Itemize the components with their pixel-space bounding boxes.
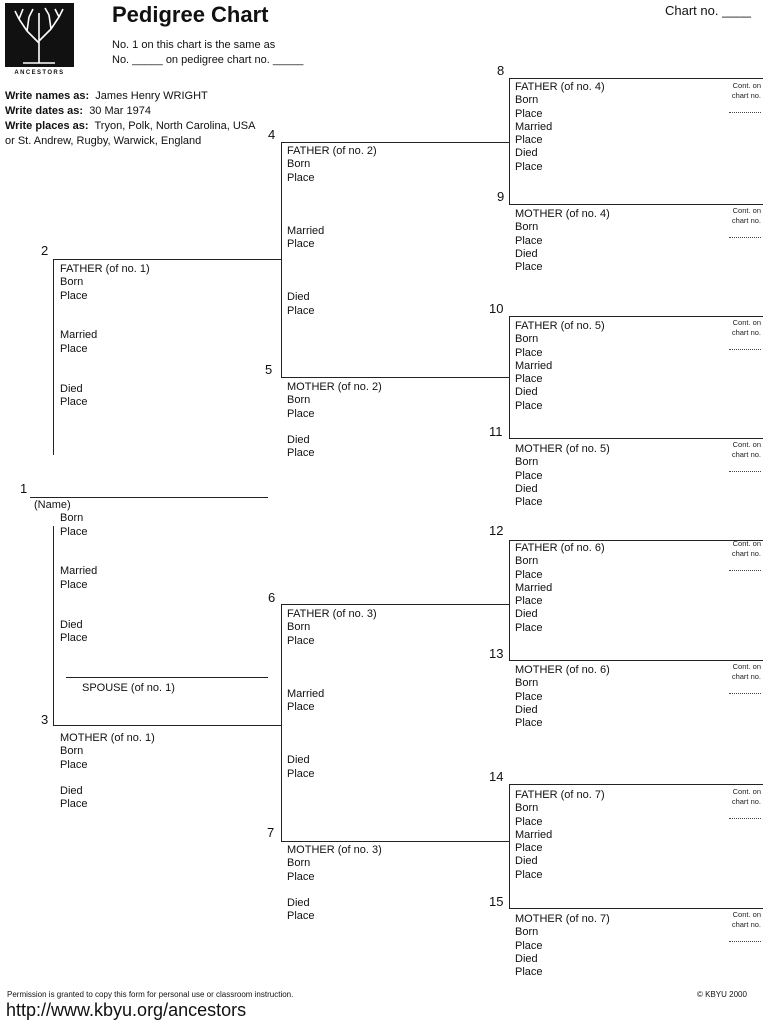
cont-on-14: Cont. on [732, 787, 761, 796]
person-number-7: 7 [267, 825, 275, 840]
person-number-4: 4 [268, 127, 276, 142]
instruction-places [5, 119, 255, 134]
cont-on-10: Cont. on [732, 318, 761, 327]
person-4-died-place: Place [287, 304, 315, 317]
person-11-died: Died [515, 482, 538, 495]
person-12-married: Married [515, 581, 553, 594]
person-2-born: Born [60, 276, 84, 289]
person-11-born-place: Place [515, 469, 543, 482]
person-3-block [60, 732, 155, 812]
person-5-line [281, 377, 509, 378]
person-number-2: 2 [41, 243, 49, 258]
person-14-born-place: Place [515, 815, 543, 828]
chart-no-10: chart no. [731, 327, 761, 337]
person-11-line [509, 438, 763, 439]
chart-no-9: chart no. [731, 215, 761, 225]
person-9-died-place: Place [515, 261, 543, 274]
chart-no-13: chart no. [731, 671, 761, 681]
person-1-born: Born [60, 512, 84, 525]
person-7-died: Died [287, 897, 310, 910]
chart-no-15: chart no. [731, 919, 761, 929]
person-6-born-place: Place [287, 634, 315, 647]
person-9-line [509, 204, 763, 205]
connector-6 [509, 540, 510, 660]
person-number-6: 6 [268, 590, 276, 605]
person-10-line [509, 316, 763, 317]
person-8-married: Married [515, 120, 553, 133]
person-3-died-place: Place [60, 798, 88, 811]
person-number-8: 8 [497, 63, 505, 78]
person-15-born: Born [515, 926, 539, 939]
person-1-block [34, 499, 97, 645]
person-4-block [287, 145, 377, 318]
person-1-born-place: Place [60, 525, 88, 538]
person-7-died-place: Place [287, 910, 315, 923]
places-label: Write places as: [5, 120, 89, 132]
person-1-married: Married [60, 565, 98, 578]
person-10-died-place: Place [515, 399, 543, 412]
person-number-15: 15 [489, 894, 504, 909]
spouse-label: SPOUSE (of no. 1) [82, 682, 175, 694]
person-1-died: Died [60, 618, 83, 631]
names-label: Write names as: [5, 90, 90, 102]
person-15-title: MOTHER (of no. 7) [515, 913, 610, 925]
person-9-title: MOTHER (of no. 4) [515, 208, 610, 220]
person-14-block [515, 789, 605, 882]
person-13-line [509, 660, 763, 661]
person-12-born: Born [515, 555, 539, 568]
dates-value: 30 Mar 1974 [89, 105, 151, 117]
person-9-continuation [719, 206, 761, 238]
person-9-born-place: Place [515, 234, 543, 247]
person-1-died-place: Place [60, 631, 88, 644]
cont-on-11: Cont. on [732, 440, 761, 449]
person-7-born-place: Place [287, 870, 315, 883]
person-13-continuation [719, 662, 761, 694]
person-6-married-place: Place [287, 701, 315, 714]
places-value: Tryon, Polk, North Carolina, USA [94, 120, 256, 132]
person-4-line [281, 142, 509, 143]
person-4-title: FATHER (of no. 2) [287, 145, 377, 157]
person-7-line [281, 841, 509, 842]
person-8-married-place: Place [515, 134, 543, 147]
person-number-3: 3 [41, 712, 49, 727]
person-6-title: FATHER (of no. 3) [287, 608, 377, 620]
person-10-born-place: Place [515, 346, 543, 359]
connector-1-2 [53, 259, 54, 455]
person-2-block [60, 263, 150, 409]
cont-on-8: Cont. on [732, 81, 761, 90]
instruction-dates [5, 104, 151, 119]
person-15-line [509, 908, 763, 909]
person-2-married-place: Place [60, 342, 88, 355]
person-number-1: 1 [20, 481, 28, 496]
person-11-died-place: Place [515, 496, 543, 509]
person-14-married-place: Place [515, 842, 543, 855]
spouse-line [66, 677, 268, 678]
person-10-married-place: Place [515, 373, 543, 386]
person-12-died: Died [515, 608, 538, 621]
person-13-died: Died [515, 703, 538, 716]
person-11-continuation [719, 440, 761, 472]
person-5-title: MOTHER (of no. 2) [287, 381, 382, 393]
person-14-died: Died [515, 855, 538, 868]
person-10-title: FATHER (of no. 5) [515, 320, 605, 332]
person-11-title: MOTHER (of no. 5) [515, 443, 610, 455]
person-11-block [515, 443, 610, 509]
person-number-9: 9 [497, 189, 505, 204]
person-8-born: Born [515, 94, 539, 107]
person-8-block [515, 81, 605, 174]
person-11-born: Born [515, 456, 539, 469]
person-14-married: Married [515, 828, 553, 841]
person-14-line [509, 784, 763, 785]
instruction-places-alt: or St. Andrew, Rugby, Warwick, England [5, 135, 202, 147]
person-6-block [287, 608, 377, 781]
person-14-died-place: Place [515, 868, 543, 881]
chart-number-label: Chart no. ____ [665, 3, 752, 18]
person-1-name: (Name) [34, 499, 71, 511]
person-2-died-place: Place [60, 395, 88, 408]
person-14-title: FATHER (of no. 7) [515, 789, 605, 801]
connector-4 [509, 78, 510, 204]
person-5-died-place: Place [287, 447, 315, 460]
person-10-born: Born [515, 333, 539, 346]
person-3-born: Born [60, 745, 84, 758]
person-6-married: Married [287, 687, 325, 700]
person-8-line [509, 78, 763, 79]
person-13-block [515, 664, 610, 730]
person-14-born: Born [515, 802, 539, 815]
page-title: Pedigree Chart [112, 2, 269, 27]
person-6-died-place: Place [287, 767, 315, 780]
copyright: © KBYU 2000 [697, 990, 747, 999]
person-15-died: Died [515, 952, 538, 965]
person-2-title: FATHER (of no. 1) [60, 263, 150, 275]
person-15-died-place: Place [515, 966, 543, 979]
person-3-line [53, 725, 281, 726]
person-9-died: Died [515, 247, 538, 260]
connector-5 [509, 316, 510, 438]
person-10-block [515, 320, 605, 413]
person-1-married-place: Place [60, 578, 88, 591]
person-12-title: FATHER (of no. 6) [515, 542, 605, 554]
person-4-died: Died [287, 291, 310, 304]
logo-text: ANCESTORS [14, 70, 65, 76]
connector-1-3 [53, 526, 54, 725]
person-4-born-place: Place [287, 171, 315, 184]
person-7-title: MOTHER (of no. 3) [287, 844, 382, 856]
person-5-born: Born [287, 394, 311, 407]
website-link[interactable]: http://www.kbyu.org/ancestors [6, 1000, 247, 1020]
person-3-title: MOTHER (of no. 1) [60, 732, 155, 744]
connector-3 [281, 604, 282, 841]
person-15-born-place: Place [515, 939, 543, 952]
person-2-line [53, 259, 281, 260]
chart-no-14: chart no. [731, 796, 761, 806]
person-4-married-place: Place [287, 238, 315, 251]
person-2-married: Married [60, 329, 98, 342]
person-2-died: Died [60, 382, 83, 395]
person-15-continuation [719, 910, 761, 942]
person-14-continuation [719, 787, 761, 819]
dates-label: Write dates as: [5, 105, 84, 117]
person-5-born-place: Place [287, 407, 315, 420]
chart-no-8: chart no. [731, 90, 761, 100]
person-1-name-line [30, 497, 268, 498]
permission-notice: Permission is granted to copy this form for personal use or classroom instruction. [7, 990, 294, 999]
person-10-continuation [719, 318, 761, 350]
ancestors-logo [5, 3, 74, 67]
person-12-died-place: Place [515, 621, 543, 634]
connector-2 [281, 142, 282, 377]
person-3-born-place: Place [60, 758, 88, 771]
person-12-continuation [719, 539, 761, 571]
person-12-born-place: Place [515, 568, 543, 581]
person-8-died-place: Place [515, 160, 543, 173]
person-13-born: Born [515, 677, 539, 690]
person-number-11: 11 [489, 424, 503, 439]
person-5-block [287, 381, 382, 461]
person-4-married: Married [287, 224, 325, 237]
person-number-5: 5 [265, 362, 273, 377]
person-12-block [515, 542, 605, 635]
same-as-line-2: No. _____ on pedigree chart no. _____ [112, 54, 304, 66]
person-8-born-place: Place [515, 107, 543, 120]
person-3-died: Died [60, 785, 83, 798]
person-6-line [281, 604, 509, 605]
person-number-12: 12 [489, 523, 504, 538]
same-as-line-1: No. 1 on this chart is the same as [112, 39, 276, 51]
person-7-block [287, 844, 382, 924]
person-number-10: 10 [489, 301, 504, 316]
chart-no-12: chart no. [731, 548, 761, 558]
instruction-names [5, 89, 208, 104]
person-6-died: Died [287, 754, 310, 767]
connector-7 [509, 784, 510, 908]
person-13-died-place: Place [515, 717, 543, 730]
person-8-title: FATHER (of no. 4) [515, 81, 605, 93]
person-7-born: Born [287, 857, 311, 870]
chart-no-11: chart no. [731, 449, 761, 459]
person-2-born-place: Place [60, 289, 88, 302]
person-12-married-place: Place [515, 595, 543, 608]
person-15-block [515, 913, 610, 979]
names-value: James Henry WRIGHT [95, 90, 208, 102]
person-10-married: Married [515, 359, 553, 372]
person-4-born: Born [287, 158, 311, 171]
person-6-born: Born [287, 621, 311, 634]
person-10-died: Died [515, 386, 538, 399]
person-9-born: Born [515, 221, 539, 234]
tree-icon [5, 3, 74, 67]
cont-on-9: Cont. on [732, 206, 761, 215]
person-8-died: Died [515, 147, 538, 160]
person-9-block [515, 208, 610, 274]
person-number-14: 14 [489, 769, 504, 784]
cont-on-15: Cont. on [732, 910, 761, 919]
person-number-13: 13 [489, 646, 504, 661]
person-5-died: Died [287, 434, 310, 447]
cont-on-12: Cont. on [732, 539, 761, 548]
person-13-born-place: Place [515, 690, 543, 703]
person-13-title: MOTHER (of no. 6) [515, 664, 610, 676]
cont-on-13: Cont. on [732, 662, 761, 671]
person-8-continuation [719, 81, 761, 113]
